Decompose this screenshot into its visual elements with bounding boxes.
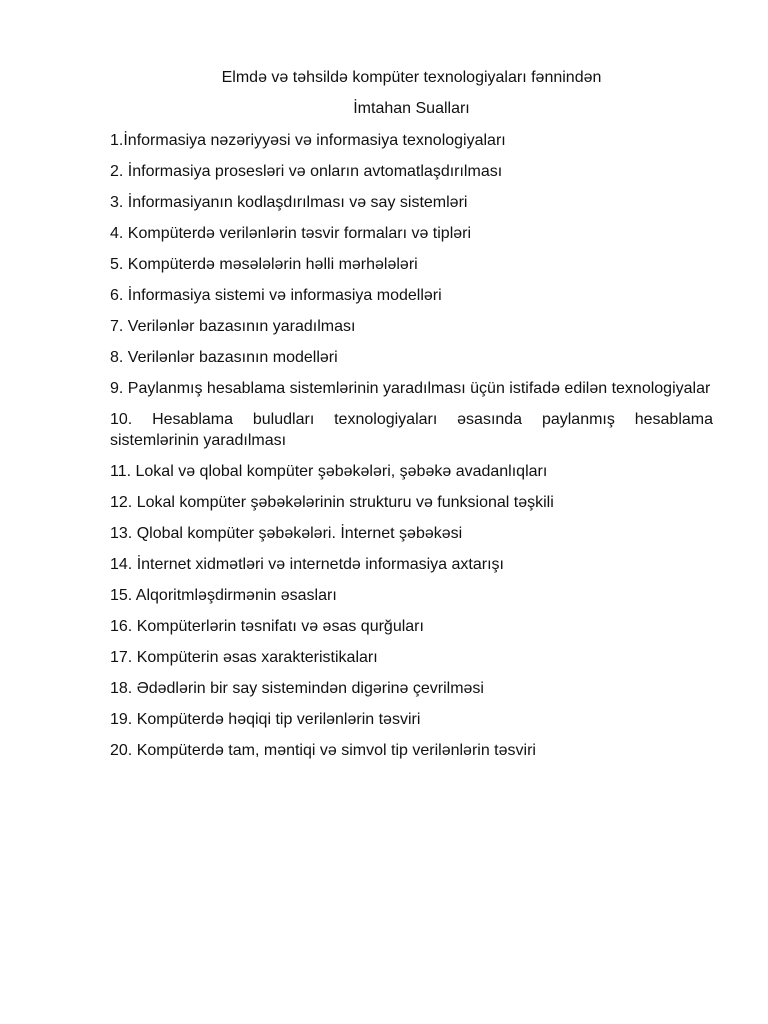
question-item: 13. Qlobal kompüter şəbəkələri. İnternet şəbəkəsi bbox=[110, 525, 463, 542]
question-item: 15. Alqoritmləşdirmənin əsasları bbox=[110, 587, 337, 604]
question-item: 7. Verilənlər bazasının yaradılması bbox=[110, 318, 356, 335]
question-item: 18. Ədədlərin bir say sistemindən digərinə çevrilməsi bbox=[110, 680, 484, 697]
question-item: 20. Kompüterdə tam, məntiqi və simvol tip verilənlərin təsviri bbox=[110, 742, 536, 759]
question-item: 9. Paylanmış hesablama sistemlərinin yaradılması üçün istifadə edilən texnologiyalar bbox=[110, 380, 711, 397]
question-item: 3. İnformasiyanın kodlaşdırılması və say sistemləri bbox=[110, 194, 468, 211]
question-item: 14. İnternet xidmətləri və internetdə informasiya axtarışı bbox=[110, 556, 504, 573]
question-item: 10. Hesablama buludları texnologiyaları əsasında paylanmış hesablama sistemlərinin yaradılması bbox=[110, 411, 713, 449]
question-item: 5. Kompüterdə məsələlərin həlli mərhələləri bbox=[110, 256, 418, 273]
question-item: 8. Verilənlər bazasının modelləri bbox=[110, 349, 338, 366]
question-item: 1.İnformasiya nəzəriyyəsi və informasiya texnologiyaları bbox=[110, 132, 506, 149]
question-item: 4. Kompüterdə verilənlərin təsvir formaları və tipləri bbox=[110, 225, 472, 242]
question-item: 17. Kompüterin əsas xarakteristikaları bbox=[110, 649, 378, 666]
question-item: 16. Kompüterlərin təsnifatı və əsas qurğuları bbox=[110, 618, 424, 635]
document-subtitle: İmtahan Sualları bbox=[353, 100, 470, 117]
question-item: 6. İnformasiya sistemi və informasiya modelləri bbox=[110, 287, 442, 304]
question-item: 2. İnformasiya prosesləri və onların avtomatlaşdırılması bbox=[110, 163, 503, 180]
question-item: 19. Kompüterdə həqiqi tip verilənlərin təsviri bbox=[110, 711, 421, 728]
question-list bbox=[110, 130, 713, 771]
question-item: 12. Lokal kompüter şəbəkələrinin strukturu və funksional təşkili bbox=[110, 494, 554, 511]
question-item: 11. Lokal və qlobal kompüter şəbəkələri, şəbəkə avadanlıqları bbox=[110, 463, 548, 480]
document-title: Elmdə və təhsildə kompüter texnologiyaları fənnindən bbox=[221, 69, 602, 86]
